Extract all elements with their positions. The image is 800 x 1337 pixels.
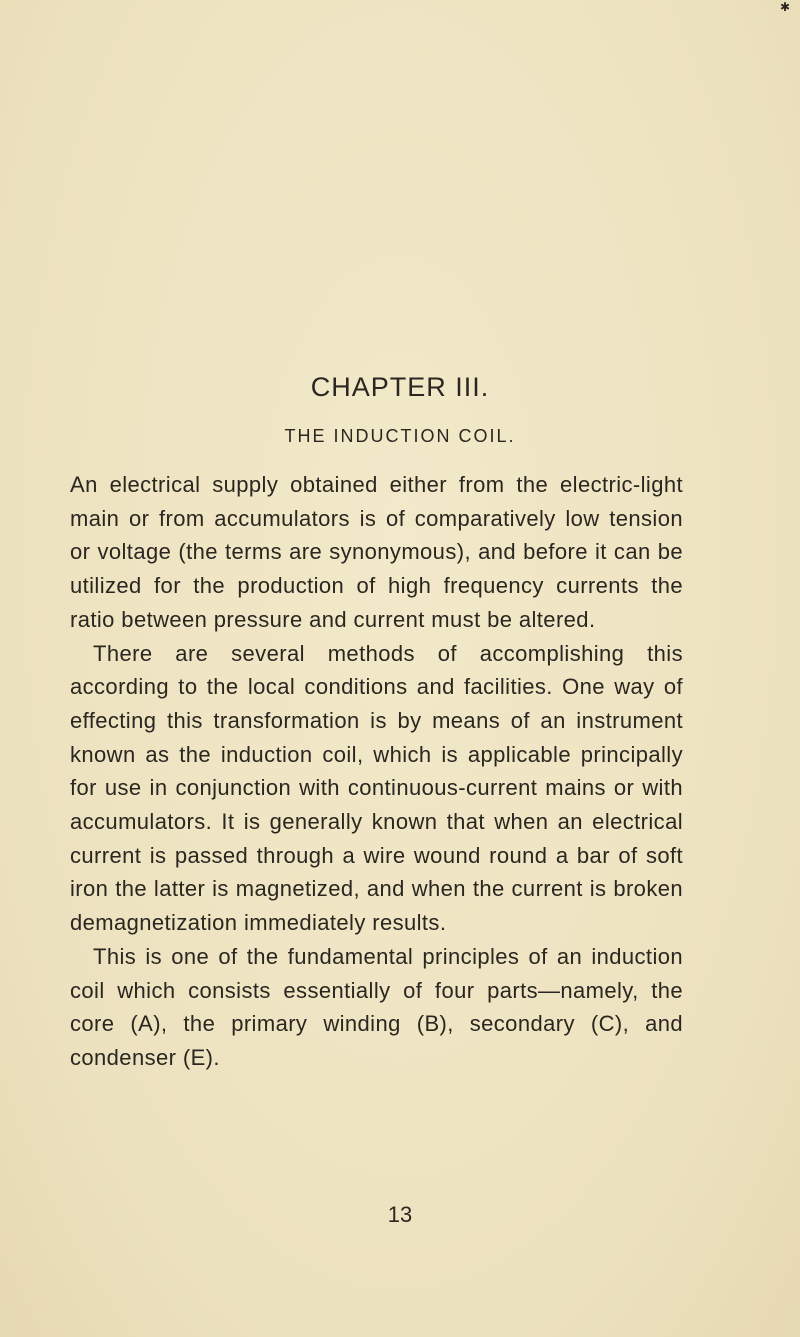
paragraph-2: There are several methods of accomplishing this according to the local conditions and facilities. One way of effecting this transformation is by means of an instrument known as the induction coil, which is applicable principally for use in conjunction with continuous-current mains or with accumulators. It is generally known that when an electrical current is passed through a wire wound round a bar of soft iron the latter is magnetized, and when the current is broken demagnetization immediately results. — [70, 640, 683, 936]
chapter-heading: CHAPTER III. — [310, 372, 490, 402]
corner-mark: ✱ — [780, 0, 791, 14]
page-number: 13 — [387, 1202, 413, 1227]
body-text — [70, 468, 683, 1075]
paragraph-1: An electrical supply obtained either from the electric-light main or from accumulators is of comparatively low tension or voltage (the terms are synonymous), and before it can be utilized for the production of high frequency currents the ratio between pressure and current must be altered. — [70, 472, 683, 632]
paragraph-3: This is one of the fundamental principles of an induction coil which consists essentially of four parts—namely, the core (A), the primary winding (B), secondary (C), and condenser (E). — [70, 943, 683, 1070]
chapter-subtitle: THE INDUCTION COIL. — [284, 426, 516, 446]
